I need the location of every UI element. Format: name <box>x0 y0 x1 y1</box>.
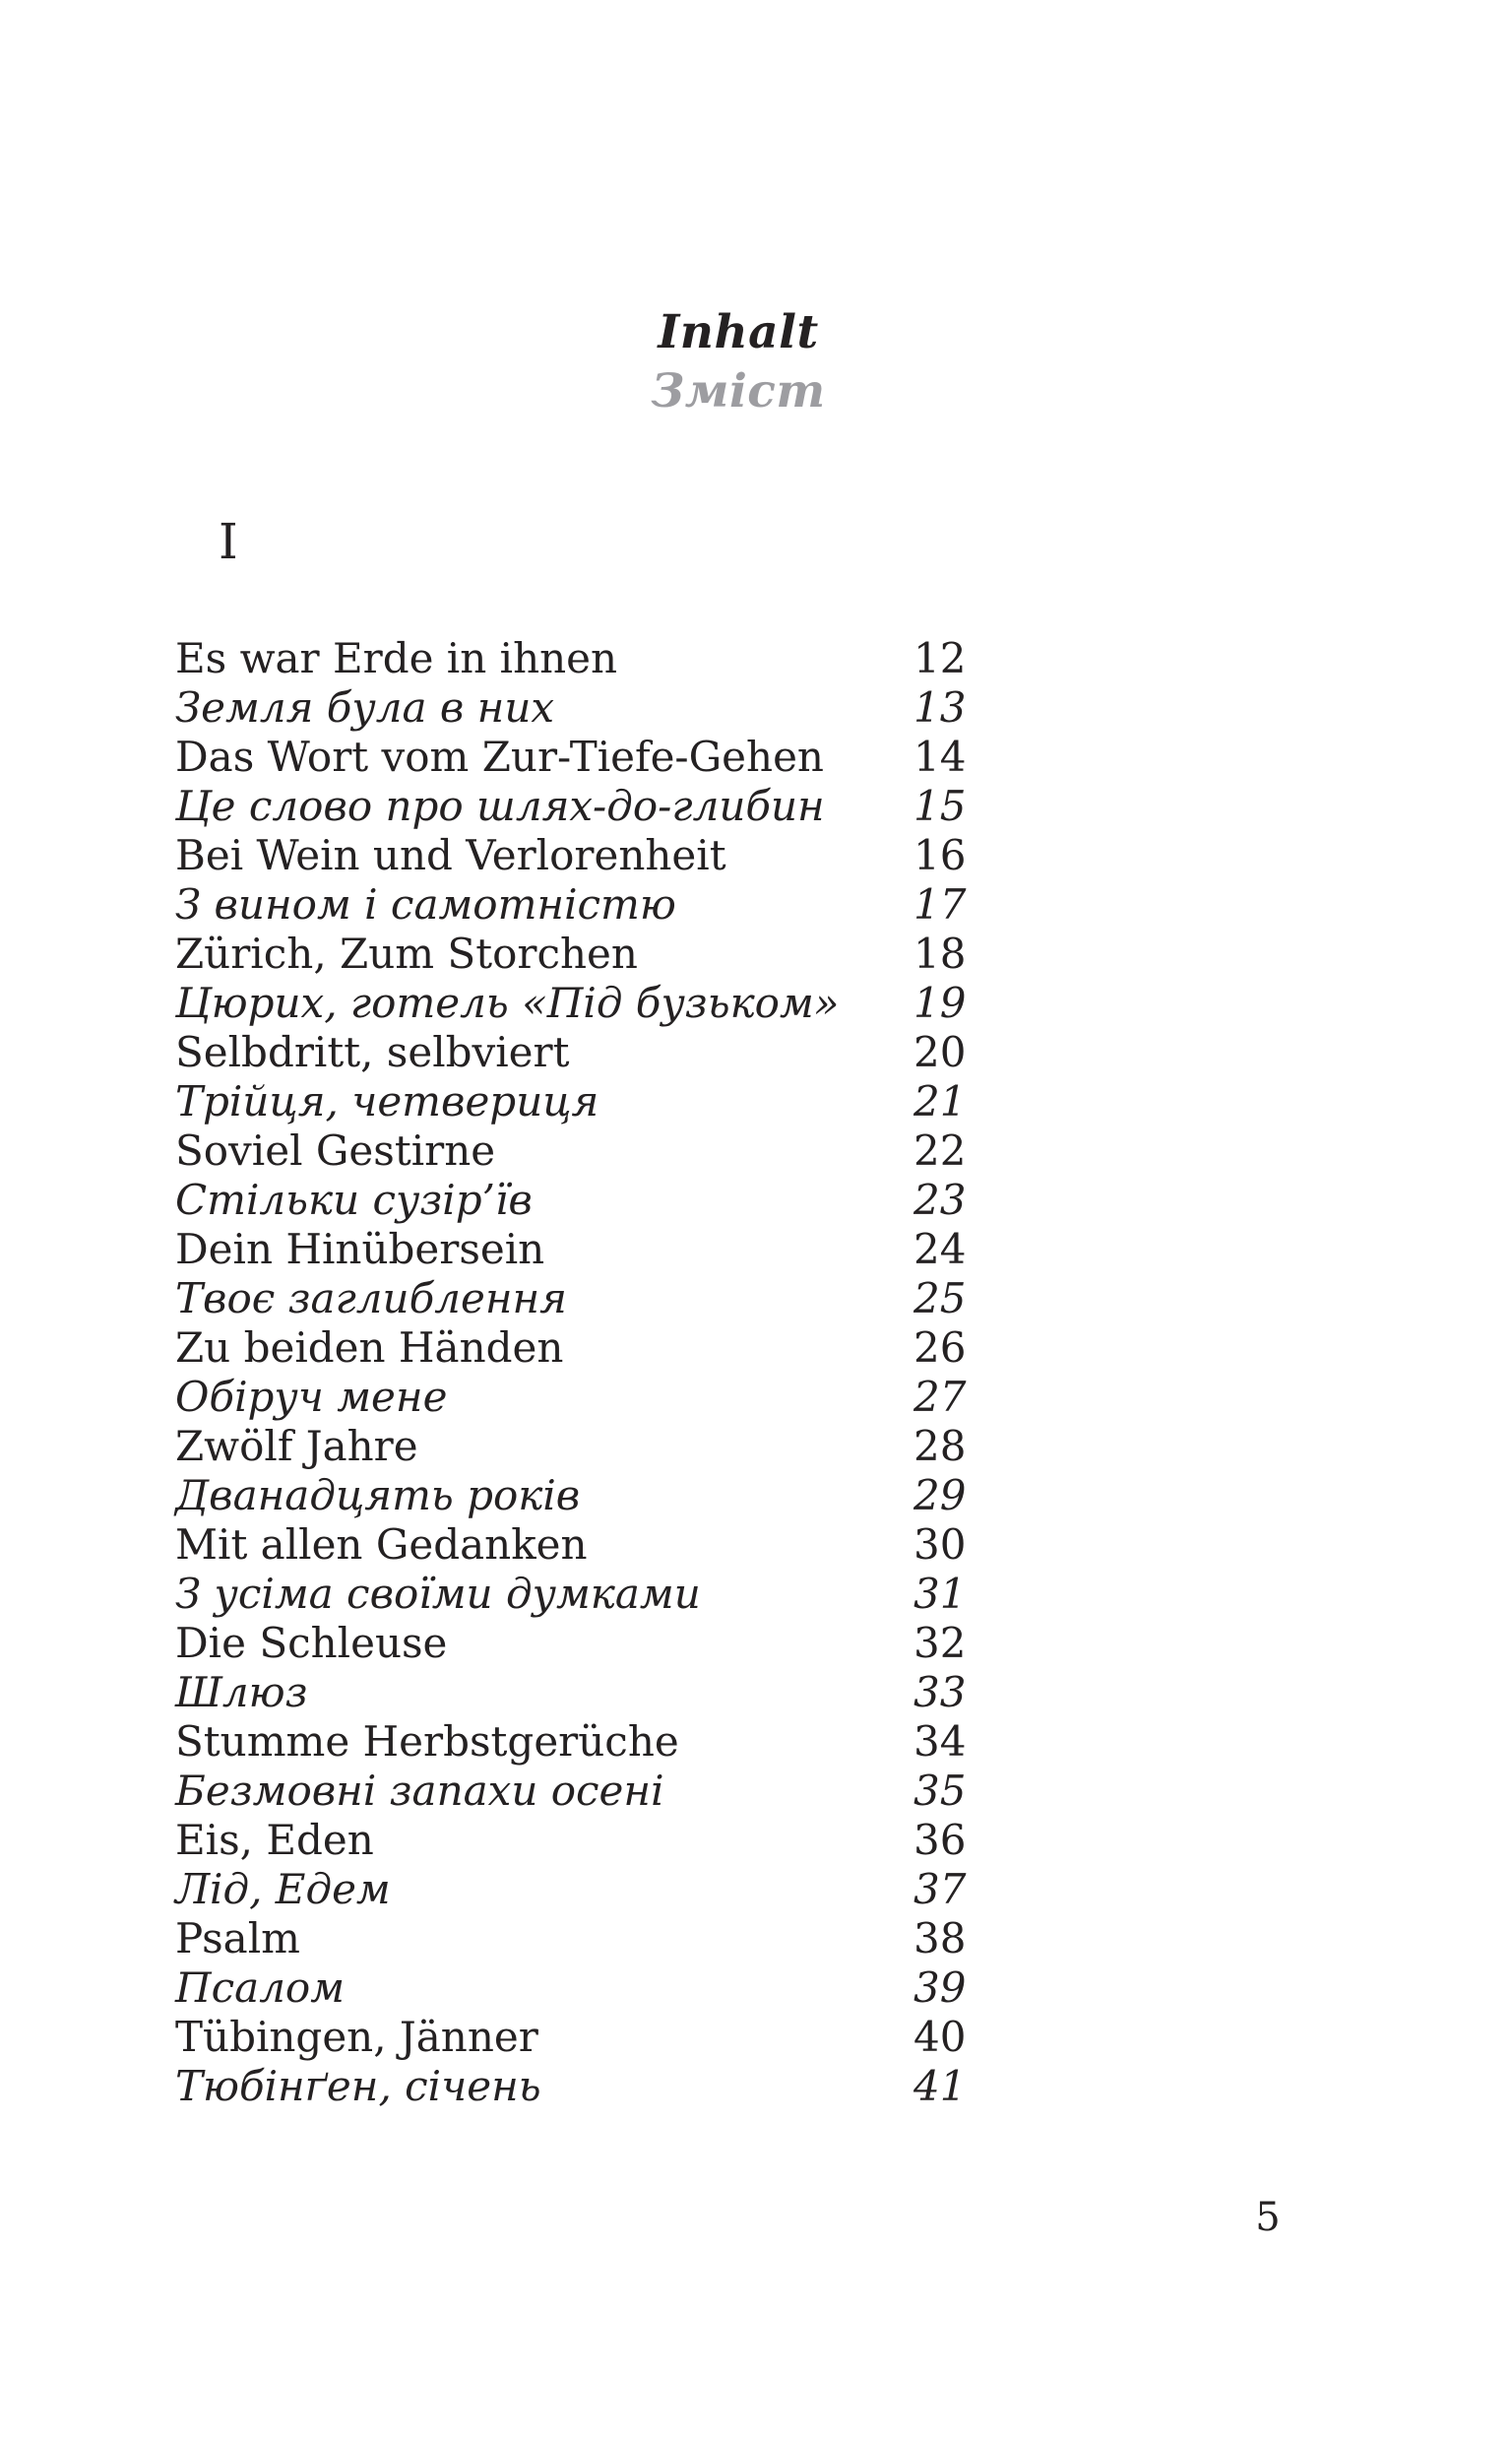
toc-entry-page: 14 <box>914 733 967 781</box>
toc-entry-title: З вином і самотністю <box>175 880 676 929</box>
toc-entry-page: 12 <box>914 634 967 682</box>
toc-entry-title: Обіруч мене <box>175 1373 448 1421</box>
toc-entry-title: Dein Hinübersein <box>175 1225 545 1273</box>
toc-entry-page: 28 <box>914 1422 967 1470</box>
toc-entry <box>175 1767 1160 1816</box>
toc-entry-page: 36 <box>914 1816 967 1864</box>
toc-entry-page: 32 <box>914 1619 967 1667</box>
toc-title-ukrainian: Зміст <box>651 364 826 418</box>
toc-entry-title: Selbdritt, selbviert <box>175 1028 570 1076</box>
toc-entry-page: 39 <box>914 1963 967 2012</box>
toc-entry-page: 19 <box>914 979 967 1027</box>
toc-entry-page: 25 <box>914 1274 967 1322</box>
toc-entry-page: 15 <box>914 782 967 830</box>
toc-entry-title: Das Wort vom Zur-Tiefe-Gehen <box>175 733 824 781</box>
toc-entry-title: З усіма своїми думками <box>175 1570 701 1618</box>
toc-entry-page: 29 <box>914 1471 967 1519</box>
toc-entry <box>175 1717 1160 1767</box>
toc-entry-title: Stumme Herbstgerüche <box>175 1717 679 1766</box>
toc-entry-page: 13 <box>914 683 967 732</box>
toc-entry-page: 33 <box>914 1668 967 1716</box>
toc-entry-page: 35 <box>914 1767 967 1815</box>
toc-entry <box>175 1422 1160 1471</box>
toc-entry-title: Die Schleuse <box>175 1619 448 1667</box>
toc-entry <box>175 1570 1160 1619</box>
toc-entry <box>175 1176 1160 1225</box>
toc-entry-page: 31 <box>914 1570 967 1618</box>
toc-entry <box>175 1028 1160 1077</box>
toc-entry-title: Стільки сузір’їв <box>175 1176 533 1224</box>
toc-entry-title: Zu beiden Händen <box>175 1323 564 1372</box>
toc-entry <box>175 1914 1160 1963</box>
toc-entry-page: 17 <box>914 880 967 929</box>
toc-entry-title: Тюбінґен, січень <box>175 2062 541 2110</box>
toc-entry-page: 37 <box>914 1865 967 1913</box>
toc-entry-title: Лід, Едем <box>175 1865 391 1913</box>
toc-entry-page: 18 <box>914 930 967 978</box>
toc-entry <box>175 1520 1160 1570</box>
toc-entry-title: Трійця, четвериця <box>175 1077 599 1125</box>
toc-entry-page: 22 <box>914 1126 967 1175</box>
toc-entry <box>175 831 1160 880</box>
toc-entry <box>175 2013 1160 2062</box>
section-numeral: I <box>219 513 238 570</box>
toc-entry-title: Безмовні запахи осені <box>175 1767 664 1815</box>
toc-entry-page: 40 <box>914 2013 967 2061</box>
toc-entry-title: Mit allen Gedanken <box>175 1520 588 1569</box>
toc-entry-title: Bei Wein und Verlorenheit <box>175 831 726 879</box>
toc-entry <box>175 683 1160 733</box>
toc-entry-page: 20 <box>914 1028 967 1076</box>
toc-entry-page: 24 <box>914 1225 967 1273</box>
toc-entry-title: Es war Erde in ihnen <box>175 634 618 682</box>
toc-entry-page: 21 <box>914 1077 967 1125</box>
toc-entry-title: Земля була в них <box>175 683 555 732</box>
toc-entry-page: 26 <box>914 1323 967 1372</box>
toc-entry <box>175 1865 1160 1914</box>
toc-list <box>175 634 1160 2111</box>
toc-entry-title: Псалом <box>175 1963 346 2012</box>
toc-entry-title: Psalm <box>175 1914 300 1962</box>
toc-entry <box>175 979 1160 1028</box>
toc-entry <box>175 1225 1160 1274</box>
toc-entry <box>175 1077 1160 1126</box>
toc-entry <box>175 880 1160 930</box>
toc-entry-page: 30 <box>914 1520 967 1569</box>
toc-entry-title: Це слово про шлях-до-глибин <box>175 782 825 830</box>
toc-entry <box>175 733 1160 782</box>
toc-entry-title: Цюрих, готель «Під бузьком» <box>175 979 840 1027</box>
toc-entry <box>175 1619 1160 1668</box>
toc-header <box>177 303 1299 421</box>
toc-entry <box>175 634 1160 683</box>
toc-entry <box>175 930 1160 979</box>
toc-entry <box>175 782 1160 831</box>
toc-entry-page: 27 <box>914 1373 967 1421</box>
toc-entry <box>175 1373 1160 1422</box>
toc-entry-page: 38 <box>914 1914 967 1962</box>
toc-entry-title: Шлюз <box>175 1668 308 1716</box>
toc-entry <box>175 1963 1160 2013</box>
toc-entry-title: Твоє заглиблення <box>175 1274 567 1322</box>
toc-entry <box>175 1126 1160 1176</box>
page-number: 5 <box>1255 2195 1281 2240</box>
toc-entry <box>175 1816 1160 1865</box>
toc-entry-page: 41 <box>914 2062 967 2110</box>
toc-entry-title: Soviel Gestirne <box>175 1126 496 1175</box>
toc-entry-title: Tübingen, Jänner <box>175 2013 538 2061</box>
toc-entry-title: Дванадцять років <box>175 1471 581 1519</box>
toc-entry <box>175 1323 1160 1373</box>
toc-entry-title: Eis, Eden <box>175 1816 374 1864</box>
toc-entry-page: 16 <box>914 831 967 879</box>
toc-entry <box>175 1668 1160 1717</box>
toc-entry <box>175 1274 1160 1323</box>
toc-title-german: Inhalt <box>658 305 819 359</box>
toc-entry-title: Zürich, Zum Storchen <box>175 930 638 978</box>
toc-entry <box>175 1471 1160 1520</box>
toc-entry <box>175 2062 1160 2111</box>
toc-entry-page: 23 <box>914 1176 967 1224</box>
toc-entry-title: Zwölf Jahre <box>175 1422 418 1470</box>
toc-entry-page: 34 <box>914 1717 967 1766</box>
